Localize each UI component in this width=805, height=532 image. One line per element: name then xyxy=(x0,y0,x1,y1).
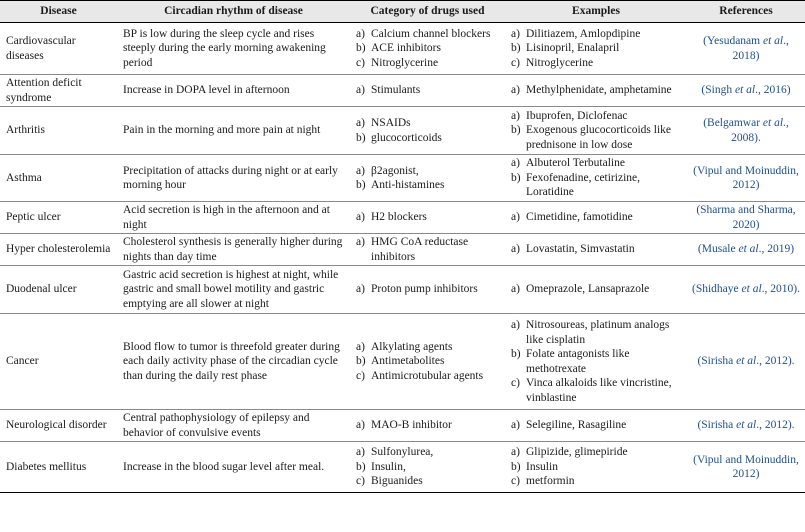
list-item-text: Insulin, xyxy=(371,460,406,473)
list-item xyxy=(356,178,502,193)
examples-cell xyxy=(505,23,687,75)
list-item-text: β2agonist, xyxy=(371,164,419,177)
drug-category-cell xyxy=(350,202,505,234)
list-item xyxy=(511,282,684,297)
examples-cell xyxy=(505,107,687,155)
list xyxy=(356,83,502,98)
reference-et-al: et al xyxy=(734,84,756,97)
list xyxy=(511,156,684,200)
examples-cell xyxy=(505,202,687,234)
list-marker: a) xyxy=(511,27,520,40)
table-row xyxy=(0,23,805,75)
list-item-text: Calcium channel blockers xyxy=(371,27,491,40)
disease-cell: Duodenal ulcer xyxy=(6,283,77,296)
list xyxy=(356,445,502,489)
list-item xyxy=(356,116,502,131)
drug-category-cell xyxy=(350,314,505,410)
list xyxy=(511,318,684,405)
list-item xyxy=(356,235,502,264)
table-row xyxy=(0,202,805,234)
reference-cell xyxy=(687,442,805,493)
list-item-text: Antimicrotubular agents xyxy=(371,369,484,382)
table-header xyxy=(0,1,805,23)
reference-text: (Sirisha xyxy=(697,355,737,368)
list-item xyxy=(356,460,502,475)
list-item-text: metformin xyxy=(526,475,575,488)
list-item xyxy=(511,109,684,124)
list-item xyxy=(511,56,684,71)
disease-cell: Cancer xyxy=(6,355,39,368)
drug-category-cell xyxy=(350,234,505,266)
list-item xyxy=(511,418,684,433)
reference-year: ., 2012). xyxy=(756,419,795,432)
list xyxy=(356,235,502,264)
list-item xyxy=(356,210,502,225)
list xyxy=(356,282,502,297)
disease-cell: Asthma xyxy=(6,171,42,184)
list-marker: a) xyxy=(511,283,520,296)
list-item-text: Exogenous glucocorticoids like prednisone in low dose xyxy=(526,124,671,151)
list-item-text: Insulin xyxy=(526,460,558,473)
list-marker: a) xyxy=(356,164,365,177)
list-item-text: glucocorticoids xyxy=(371,131,442,144)
examples-cell xyxy=(505,314,687,410)
list xyxy=(511,109,684,153)
list-item xyxy=(511,460,684,475)
list-item xyxy=(511,445,684,460)
list-marker: b) xyxy=(356,460,366,473)
list-marker: a) xyxy=(356,419,365,432)
list-item xyxy=(511,83,684,98)
list-marker: c) xyxy=(356,56,365,69)
list-item-text: Biguanides xyxy=(371,475,423,488)
reference-year: ., 2012). xyxy=(756,355,795,368)
list-item-text: Lovastatin, Simvastatin xyxy=(526,243,635,256)
list-item-text: ACE inhibitors xyxy=(371,42,441,55)
list-item-text: H2 blockers xyxy=(371,211,427,224)
list-item xyxy=(511,474,684,489)
reference-year: ., 2019) xyxy=(758,243,795,256)
list xyxy=(356,340,502,384)
reference-et-al: et al xyxy=(762,117,784,129)
circadian-rhythm-cell: Precipitation of attacks during night or at early morning hour xyxy=(123,164,338,191)
list xyxy=(511,282,684,297)
list-item-text: Alkylating agents xyxy=(371,340,453,353)
list-marker: a) xyxy=(356,236,365,248)
list-item xyxy=(356,164,502,179)
list-marker: a) xyxy=(511,446,520,459)
list-marker: c) xyxy=(511,56,520,69)
disease-cell: Attention deficit syndrome xyxy=(6,77,82,104)
reference-cell xyxy=(687,155,805,202)
list xyxy=(511,445,684,489)
list xyxy=(356,116,502,145)
list-item xyxy=(356,445,502,460)
header-circadian-rhythm: Circadian rhythm of disease xyxy=(117,1,350,23)
reference-cell xyxy=(687,23,805,75)
reference-text: (Sharma and Sharma, 2020) xyxy=(696,204,796,231)
drug-category-cell xyxy=(350,266,505,314)
list-item-text: Sulfonylurea, xyxy=(371,446,434,459)
list-marker: a) xyxy=(511,211,520,224)
drug-category-cell xyxy=(350,23,505,75)
reference-text: (Musale xyxy=(697,243,739,256)
reference-text: (Vipul and Moinuddin, 2012) xyxy=(693,164,799,191)
disease-cell: Peptic ulcer xyxy=(6,211,61,224)
list-item-text: Glipizide, glimepiride xyxy=(526,446,628,459)
reference-et-al: et al xyxy=(736,355,757,368)
list-marker: a) xyxy=(356,446,365,459)
list-item-text: Lisinopril, Enalapril xyxy=(526,42,620,55)
list-marker: a) xyxy=(511,109,520,122)
disease-cell: Arthritis xyxy=(6,124,45,137)
list-item-text: Anti-histamines xyxy=(371,179,445,191)
disease-cell: Hyper cholesterolemia xyxy=(6,243,111,256)
list-item xyxy=(356,282,502,297)
drug-category-cell xyxy=(350,75,505,107)
reference-text: (Vipul and Moinuddin, 2012) xyxy=(693,453,799,480)
drug-category-cell xyxy=(350,442,505,493)
list-item-text: NSAIDs xyxy=(371,117,411,129)
table-row xyxy=(0,410,805,442)
circadian-rhythm-cell: Increase in the blood sugar level after meal. xyxy=(123,460,325,473)
list-marker: c) xyxy=(356,369,365,382)
table-row xyxy=(0,107,805,155)
drug-category-cell xyxy=(350,155,505,202)
disease-cell: Diabetes mellitus xyxy=(6,460,87,473)
list-item-text: Proton pump inhibitors xyxy=(371,283,478,296)
list-item xyxy=(511,318,684,347)
drug-category-cell xyxy=(350,107,505,155)
reference-text: (Singh xyxy=(701,84,735,97)
list xyxy=(356,418,502,433)
list-item xyxy=(356,41,502,56)
reference-text: (Yesudanam xyxy=(703,35,763,47)
list-marker: b) xyxy=(511,171,521,184)
reference-cell xyxy=(687,75,805,107)
examples-cell xyxy=(505,75,687,107)
list-marker: b) xyxy=(356,42,366,55)
list xyxy=(511,27,684,71)
list-marker: c) xyxy=(356,475,365,488)
header-references: References xyxy=(687,1,805,23)
reference-text: (Belgamwar xyxy=(703,117,763,129)
list-marker: b) xyxy=(356,131,366,144)
reference-text: (Shidhaye xyxy=(692,283,742,296)
reference-cell xyxy=(687,107,805,155)
header-drug-category: Category of drugs used xyxy=(350,1,505,23)
list-marker: c) xyxy=(511,377,520,389)
list xyxy=(511,210,684,225)
list-marker: a) xyxy=(356,117,365,129)
circadian-rhythm-cell: Increase in DOPA level in afternoon xyxy=(123,84,290,97)
list-item-text: Stimulants xyxy=(371,84,421,97)
list-marker: a) xyxy=(356,340,365,353)
list-item-text: Omeprazole, Lansaprazole xyxy=(526,283,650,296)
examples-cell xyxy=(505,442,687,493)
list-item xyxy=(356,474,502,489)
reference-cell xyxy=(687,266,805,314)
reference-cell xyxy=(687,234,805,266)
header-examples: Examples xyxy=(505,1,687,23)
list-item-text: Fexofenadine, cetirizine, Loratidine xyxy=(526,171,640,199)
list-marker: a) xyxy=(511,243,520,256)
list-item xyxy=(511,242,684,257)
list-item-text: Folate antagonists like methotrexate xyxy=(526,348,630,375)
table-row xyxy=(0,442,805,493)
reference-et-al: et al xyxy=(738,243,759,256)
circadian-rhythm-cell: Acid secretion is high in the afternoon and at night xyxy=(123,204,330,231)
list-item-text: Ibuprofen, Diclofenac xyxy=(526,109,628,122)
list-marker: b) xyxy=(511,42,521,55)
list xyxy=(356,210,502,225)
list-item-text: Dilitiazem, Amlopdipine xyxy=(526,27,641,40)
reference-cell xyxy=(687,410,805,442)
table-row xyxy=(0,314,805,410)
examples-cell xyxy=(505,234,687,266)
list-item-text: HMG CoA reductase inhibitors xyxy=(371,236,469,263)
circadian-rhythm-cell: Central pathophysiology of epilepsy and behavior of convulsive events xyxy=(123,412,310,439)
header-row xyxy=(0,1,805,23)
list-marker: a) xyxy=(356,84,365,97)
list-item xyxy=(511,156,684,171)
list-item xyxy=(356,354,502,369)
list-marker: b) xyxy=(511,124,521,137)
disease-cell: Cardiovascular diseases xyxy=(6,35,76,62)
examples-cell xyxy=(505,155,687,202)
table-row xyxy=(0,266,805,314)
list-marker: b) xyxy=(356,179,366,191)
list-item xyxy=(511,376,684,405)
list xyxy=(511,242,684,257)
list-item xyxy=(511,347,684,376)
list-item xyxy=(356,340,502,355)
circadian-rhythm-cell: Pain in the morning and more pain at night xyxy=(123,124,321,137)
list-item xyxy=(511,171,684,200)
list-item-text: Nitrosoureas, platinum analogs like cisplatin xyxy=(526,319,670,346)
circadian-rhythm-cell: Gastric acid secretion is highest at night, while gastric and small bowel motility and gastric emptying are all slower at night xyxy=(123,268,339,310)
list-item xyxy=(511,27,684,42)
list xyxy=(356,27,502,71)
table-body xyxy=(0,23,805,493)
list-marker: b) xyxy=(356,355,366,368)
circadian-rhythm-cell: BP is low during the sleep cycle and rises steeply during the early morning awakening period xyxy=(123,27,326,69)
reference-et-al: et al xyxy=(736,419,757,432)
circadian-rhythm-cell: Blood flow to tumor is threefold greater during each daily activity phase of the circadian cycle than during the daily rest phase xyxy=(123,340,340,382)
circadian-rhythm-cell: Cholesterol synthesis is generally higher during nights than day time xyxy=(123,236,343,263)
reference-et-al: et al xyxy=(741,283,762,296)
reference-year: ., 2016) xyxy=(755,84,791,97)
list-item xyxy=(356,27,502,42)
list-item xyxy=(356,369,502,384)
reference-cell xyxy=(687,202,805,234)
reference-text: (Sirisha xyxy=(697,419,737,432)
reference-et-al: et al xyxy=(762,35,784,47)
list xyxy=(356,164,502,193)
list-item xyxy=(356,83,502,98)
list-item xyxy=(511,210,684,225)
list-item-text: Cimetidine, famotidine xyxy=(526,211,633,224)
header-disease: Disease xyxy=(0,1,117,23)
list-item xyxy=(511,123,684,152)
reference-year: ., 2008). xyxy=(731,117,789,144)
list-item-text: Methylphenidate, amphetamine xyxy=(526,84,672,97)
list-item xyxy=(356,418,502,433)
examples-cell xyxy=(505,266,687,314)
list-marker: c) xyxy=(511,475,520,488)
table-row xyxy=(0,234,805,266)
drug-category-cell xyxy=(350,410,505,442)
list-item-text: Nitroglycerine xyxy=(371,56,439,69)
list-item-text: Albuterol Terbutaline xyxy=(526,157,625,170)
list-item xyxy=(356,131,502,146)
list-item xyxy=(356,56,502,71)
table-row xyxy=(0,155,805,202)
list-marker: a) xyxy=(356,283,365,296)
list-marker: a) xyxy=(511,84,520,97)
list xyxy=(511,83,684,98)
list-item-text: Vinca alkaloids like vincristine, vinblastine xyxy=(526,377,672,404)
list-item-text: Antimetabolites xyxy=(371,355,445,368)
list xyxy=(511,418,684,433)
list-marker: a) xyxy=(356,27,365,40)
list-item-text: MAO-B inhibitor xyxy=(371,419,452,432)
reference-year: ., 2018) xyxy=(732,35,789,62)
list-marker: a) xyxy=(511,319,520,331)
list-marker: b) xyxy=(511,460,521,473)
list-item xyxy=(511,41,684,56)
reference-cell xyxy=(687,314,805,410)
table-row xyxy=(0,75,805,107)
list-marker: b) xyxy=(511,348,521,360)
list-marker: a) xyxy=(356,211,365,224)
list-marker: a) xyxy=(511,157,520,170)
list-item-text: Selegiline, Rasagiline xyxy=(526,419,627,432)
list-item-text: Nitroglycerine xyxy=(526,56,594,69)
disease-cell: Neurological disorder xyxy=(6,419,107,432)
list-marker: a) xyxy=(511,419,520,432)
examples-cell xyxy=(505,410,687,442)
reference-year: ., 2010). xyxy=(761,283,800,296)
